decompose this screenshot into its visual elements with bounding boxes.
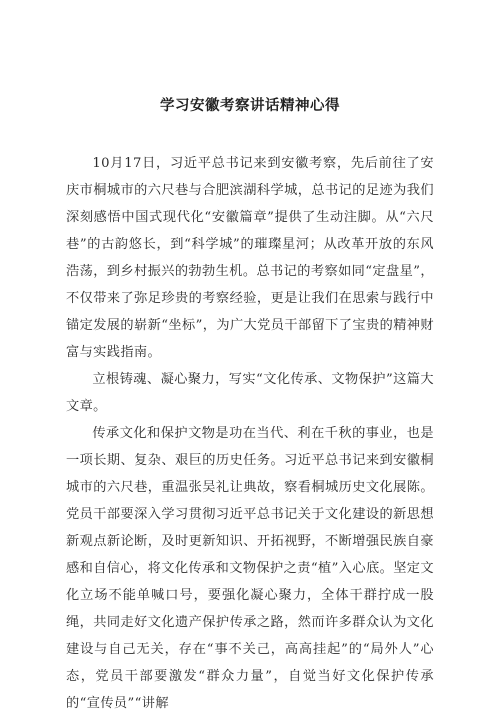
document-title: 学习安徽考察讲话精神心得 [160,98,340,114]
document-body [66,150,434,717]
paragraph-heading: 立根铸魂、凝心聚力，写实“文化传承、文物保护”这篇大文章。 [66,372,434,414]
paragraph-intro: 10月17日，习近平总书记来到安徽考察，先后前往了安庆市桐城市的六尺巷与合肥滨湖科学城，总书记的足迹为我们深刻感悟中国式现代化“安徽篇章”提供了生动注脚。从“六尺巷”的古韵悠长，到“科学城”的璀璨星河；从改革开放的东风浩荡，到乡村振兴的勃勃生机。总书记的考察如同“定盘星”，不仅带来了弥足珍贵的考察经验，更是让我们在思索与践行中锚定发展的崭新“坐标”，为广大党员干部留下了宝贵的精神财富与实践指南。 [66,156,434,360]
paragraph-culture: 传承文化和保护文物是功在当代、利在千秋的事业，也是一项长期、复杂、艰巨的历史任务。习近平总书记来到安徽桐城市的六尺巷，重温张吴礼让典故，察看桐城历史文化展陈。党员干部要深入学习贯彻习近平总书记关于文化建设的新思想新观点新论断，及时更新知识、开拓视野，不断增强民族自豪感和自信心，将文化传承和文物保护之责“植”入心底。坚定文化立场不能单喊口号，要强化凝心聚力，全体干群拧成一股绳，共同走好文化遗产保护传承之路，然而许多群众认为文化建设与自己无关，存在“事不关己，高高挂起”的“局外人”心态，党员干部要激发“群众力量”，自觉当好文化保护传承的“宣传员”“讲解 [66,426,434,711]
